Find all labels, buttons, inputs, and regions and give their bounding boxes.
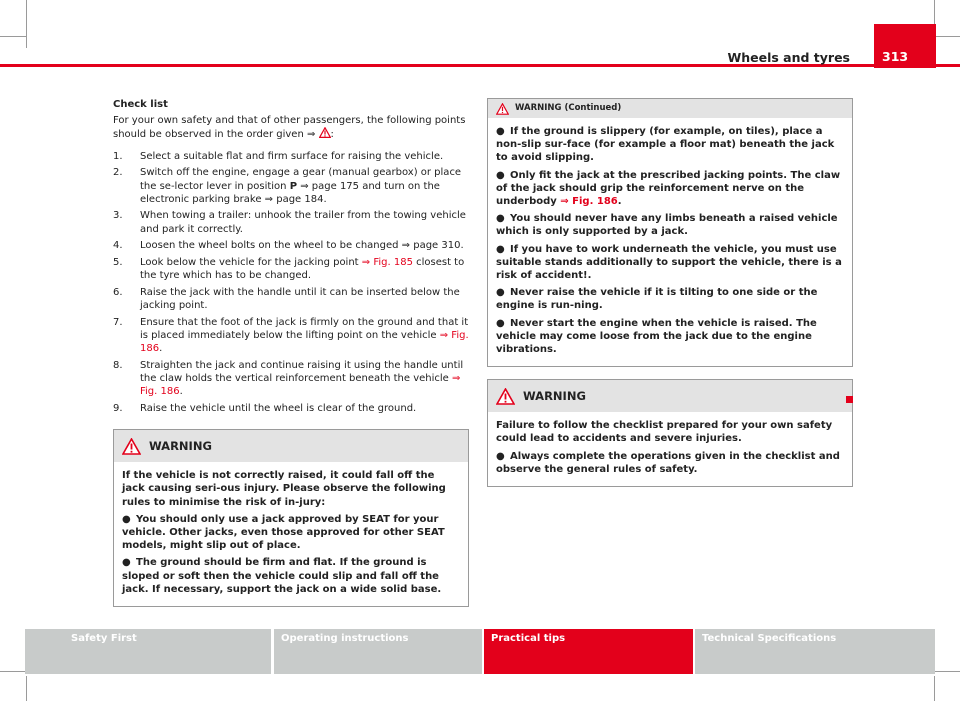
list-item: ● Only fit the jack at the prescribed jacking points. The claw of the jack should grip the reinforcement nerve on the underbody ⇒ Fig. 186. (496, 169, 841, 208)
crop-mark (934, 0, 935, 24)
fig-186-link[interactable]: ⇒ Fig. 186 (560, 196, 618, 208)
list-item: 9. Raise the vehicle until the wheel is clear of the ground. (113, 403, 417, 415)
warning-continued-box (487, 98, 853, 367)
list-item: 4. Loosen the wheel bolts on the wheel to be changed ⇒ page 310. (113, 240, 464, 252)
page-number-tab (874, 24, 936, 68)
checklist-heading: Check list (113, 99, 168, 110)
warning-triangle-icon (319, 127, 331, 138)
tab-safety-first[interactable]: Safety First (25, 629, 271, 674)
list-item: ● The ground should be firm and flat. If the ground is sloped or soft then the vehicle could slip and fall off the jack. If necessary, support the jack on a wide solid base. (122, 557, 442, 595)
tab-practical-tips[interactable]: Practical tips (484, 629, 693, 674)
list-item: ● You should never have any limbs beneath a raised vehicle which is only supported by a jack. (496, 213, 838, 238)
footer-nav (0, 629, 960, 674)
list-item: 2. Switch off the engine, engage a gear (manual gearbox) or place the se-lector lever in position P ⇒ page 175 and turn on the electronic parking brake ⇒ page 184. (113, 167, 462, 205)
crop-mark (26, 676, 27, 701)
checklist-intro: For your own safety and that of other passengers, the following points should be observed in the order given ⇒ : (113, 115, 466, 141)
right-column (487, 98, 853, 487)
list-item: 7. Ensure that the foot of the jack is firmly on the ground and that it is placed immediately below the lifting point on the vehicle ⇒ Fig. 186. (113, 316, 469, 355)
warning-title: WARNING (523, 388, 586, 403)
page-number: 313 (882, 49, 909, 64)
warning-triangle-icon (496, 103, 509, 115)
checklist-steps (113, 150, 469, 416)
warning-header (114, 430, 468, 462)
fig-186-link[interactable]: ⇒ Fig. 186 (140, 373, 461, 398)
tab-operating-instructions[interactable]: Operating instructions (274, 629, 482, 674)
list-item: 3. When towing a trailer: unhook the trailer from the towing vehicle and park it correctly. (113, 210, 466, 235)
warning-triangle-icon (122, 438, 141, 455)
warning-triangle-icon (496, 388, 515, 405)
list-item: 5. Look below the vehicle for the jacking point ⇒ Fig. 185 closest to the tyre which has to be changed. (113, 257, 465, 282)
list-item: 6. Raise the jack with the handle until it can be inserted below the jacking point. (113, 286, 460, 312)
fig-186-link[interactable]: ⇒ Fig. 186 (140, 330, 469, 355)
crop-mark (934, 676, 935, 701)
left-column (113, 98, 469, 607)
crop-mark (26, 0, 27, 48)
crop-mark (0, 36, 26, 37)
crop-mark (934, 36, 960, 37)
list-item: ● You should only use a jack approved by SEAT for your vehicle. Other jacks, even those approved for other SEAT models, might slip out of place. (122, 513, 445, 552)
list-item: 8. Straighten the jack and continue raising it using the handle until the claw holds the vertical reinforcement beneath the vehicle ⇒ Fig. 186. (113, 359, 464, 398)
fig-185-link[interactable]: ⇒ Fig. 185 (361, 257, 413, 269)
list-item: ● Never start the engine when the vehicle is raised. The vehicle may come loose from the jack due to the engine vibrations. (496, 317, 817, 356)
warning-header (488, 380, 852, 412)
warning-body: Failure to follow the checklist prepared for your own safety could lead to accidents and severe injuries. ● Always complete the operations given in the checklist and observe the general rules of safety. (488, 412, 852, 486)
warning-box (487, 379, 853, 487)
section-title: Wheels and tyres (727, 50, 850, 65)
warning-body (488, 118, 852, 366)
list-item: ● If the ground is slippery (for example, on tiles), place a non-slip sur-face (for example a floor mat) beneath the jack to avoid slipping. (496, 126, 835, 164)
section-end-mark (846, 396, 853, 403)
list-item: ● Always complete the operations given in the checklist and observe the general rules of safety. (496, 450, 840, 475)
list-item: ● Never raise the vehicle if it is tilting to one side or the engine is run-ning. (496, 287, 818, 312)
warning-title: WARNING (149, 438, 212, 453)
warning-header (488, 99, 852, 118)
tab-technical-specifications[interactable]: Technical Specifications (695, 629, 935, 674)
list-item: 1. Select a suitable flat and firm surface for raising the vehicle. (113, 150, 444, 162)
list-item: ● If you have to work underneath the vehicle, you must use suitable stands additionally to support the vehicle, there is a risk of accident!. (496, 243, 842, 282)
warning-box (113, 429, 469, 607)
warning-body: If the vehicle is not correctly raised, it could fall off the jack causing seri-ous injury. Please observe the following rules to minimise the risk of in-jury: ● You should only use a jack approved by SEAT for your vehicle. Other jacks, even those approved for other SEAT models, might slip out of place. ● The ground should be firm and flat. If the ground is sloped or soft then the vehicle could slip and fall off the jack. If necessary, support the jack on a wide solid base. (114, 462, 468, 606)
warning-title: WARNING (Continued) (515, 102, 622, 113)
